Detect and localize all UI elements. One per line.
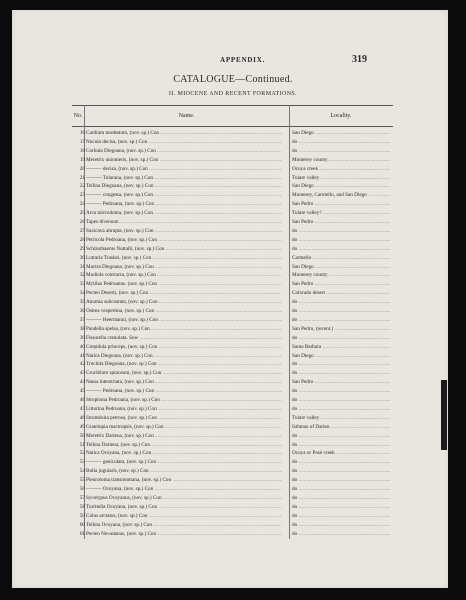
- table-row: [72, 316, 393, 325]
- locality-cell: do .....: [292, 227, 390, 236]
- table-row: [72, 289, 393, 298]
- table-row: [72, 405, 393, 414]
- locality-cell: do .....: [292, 432, 390, 441]
- page-number: 319: [352, 54, 367, 65]
- row-number: 16: [79, 130, 85, 136]
- species-name: Natica Ocoyana, (nov. sp.) Con .....: [86, 449, 282, 458]
- species-name: Tellina Ocoyana, (nov. sp.) Con .....: [86, 521, 282, 530]
- table-row: [72, 414, 393, 423]
- table-row: [72, 485, 393, 494]
- locality-cell: do .....: [292, 396, 390, 405]
- species-name: Anomia subcostata, (nov. sp.) Con .....: [86, 298, 282, 307]
- table-row: [72, 307, 393, 316]
- locality-cell: do .....: [292, 316, 390, 325]
- locality-cell: San Diego .....: [292, 182, 390, 191]
- locality-cell: San Diego .....: [292, 263, 390, 272]
- locality-cell: Ocoya creek .....: [292, 165, 390, 174]
- species-name: Pecten Nevadanus, (nov. sp.) Con .....: [86, 530, 282, 539]
- table-row: [72, 156, 393, 165]
- row-number: 43: [79, 370, 85, 377]
- row-number: 58: [79, 503, 85, 510]
- species-name: ——— Ocoyana, (nov. sp.) Con .....: [86, 485, 282, 494]
- locality-cell: do .....: [292, 334, 390, 343]
- row-number: 18: [79, 147, 85, 154]
- locality-cell: do .....: [292, 245, 390, 254]
- row-number: 55: [79, 477, 85, 484]
- locality-cell: do .....: [292, 405, 390, 414]
- locality-cell: do .....: [292, 298, 390, 307]
- table-row: [72, 218, 393, 227]
- locality-cell: do .....: [292, 147, 390, 156]
- table-row: [72, 191, 393, 200]
- table-row: [72, 227, 393, 236]
- row-number: 39: [79, 334, 85, 341]
- row-number: 22: [79, 183, 85, 190]
- row-number: 41: [79, 352, 85, 359]
- table-row: [72, 521, 393, 530]
- species-name: Arca microdonta, (nov. sp.) Con .....: [86, 209, 282, 218]
- row-number: 51: [79, 441, 85, 448]
- row-number: 37: [79, 316, 85, 323]
- species-name: Schizothaerus Nuttalli, (nov. sp.) Con .....: [86, 245, 282, 254]
- locality-cell: do .....: [292, 307, 390, 316]
- locality-cell: do .....: [292, 458, 390, 467]
- species-name: Trochita Diegoana, (nov. sp.) Con .....: [86, 360, 282, 369]
- table-row: [72, 263, 393, 272]
- locality-cell: San Pedro .....: [292, 218, 390, 227]
- locality-cell: Carmello .....: [292, 254, 390, 263]
- row-number: 36: [79, 308, 85, 314]
- species-name: Mactra Diegoana, (nov. sp.) Con .....: [86, 263, 282, 272]
- species-name: Cardium modestum, (nov. sp.) Con .....: [86, 129, 282, 138]
- table-row: [72, 530, 393, 539]
- table-row: [72, 494, 393, 503]
- row-number: 61: [79, 530, 85, 537]
- table-row: [72, 503, 393, 512]
- row-number: 35: [79, 299, 85, 306]
- species-name: Cruciblum spinosum, (nov. sp.) Con .....: [86, 369, 282, 378]
- table-row: [72, 423, 393, 432]
- locality-cell: do .....: [292, 485, 390, 494]
- table-row: [72, 245, 393, 254]
- species-name: ——— Pedroana, (nov. sp.) Con .....: [86, 200, 282, 209]
- header-bottom-rule: [72, 126, 393, 127]
- locality-cell: do .....: [292, 521, 390, 530]
- table-row: [72, 236, 393, 245]
- species-name: Tellina Diegoana, (nov. sp.) Con .....: [86, 182, 282, 191]
- column-header-no: No.: [73, 113, 83, 119]
- species-name: Corbula Diegoana, (nov. sp.) Con .....: [86, 147, 282, 156]
- locality-cell: Tulare valley .....: [292, 414, 390, 423]
- table-top-rule: [72, 105, 393, 106]
- species-name: Sycotypus Ocoyanus, (nov. sp.) Con .....: [86, 494, 282, 503]
- catalogue-title: CATALOGUE—Continued.: [173, 74, 293, 85]
- species-name: Pleurotoma transmontana, (nov. sp.) Con .....: [86, 476, 282, 485]
- table-row: [72, 271, 393, 280]
- species-name: Nucula decisa, (nov. sp.) Con .....: [86, 138, 282, 147]
- locality-cell: Tulare valley .....: [292, 174, 390, 183]
- species-name: Mytilus Pedroanus. (nov. sp.) Con .....: [86, 280, 282, 289]
- table-row: [72, 449, 393, 458]
- species-name: ——— geniculata, (nov. sp.) Con .....: [86, 458, 282, 467]
- species-name: Saxicava abrupta, (nov. sp.) Con .....: [86, 227, 282, 236]
- species-name: Natica Diegoana, (nov. sp.) Con .....: [86, 352, 282, 361]
- page-edge-tab: [441, 380, 447, 450]
- species-name: Petricola Pedroana, (nov. sp.) Con .....: [86, 236, 282, 245]
- species-name: Turritella Ocoyana, (nov. sp.) Con .....: [86, 503, 282, 512]
- row-number: 38: [79, 325, 85, 332]
- table-row: [72, 512, 393, 521]
- species-name: Crepidula princeps, (nov. sp.) Con .....: [86, 343, 282, 352]
- row-number: 46: [79, 397, 85, 403]
- row-number: 30: [79, 254, 85, 261]
- species-name: Meretrix Dariena, (nov. sp.) Con .....: [86, 432, 282, 441]
- table-row: [72, 396, 393, 405]
- species-name: Bulla jugularis, (nov. sp.) Con .....: [86, 467, 282, 476]
- running-header: APPENDIX.: [220, 56, 266, 64]
- table-row: [72, 476, 393, 485]
- table-row: [72, 138, 393, 147]
- table-row: [72, 147, 393, 156]
- locality-cell: do .....: [292, 369, 390, 378]
- species-name: ——— congesta, (nov. sp.) Con .....: [86, 191, 282, 200]
- locality-cell: do .....: [292, 512, 390, 521]
- locality-cell: San Diego .....: [292, 352, 390, 361]
- row-number: 48: [79, 414, 85, 421]
- locality-cell: Isthmus of Darien .....: [292, 423, 390, 432]
- table-row: [72, 334, 393, 343]
- row-number: 17: [79, 138, 85, 145]
- species-name: Meretrix uniomeris, (nov. sp.) Con .....: [86, 156, 282, 165]
- table-row: [72, 458, 393, 467]
- species-name: Fissurella crenulata. Sow .....: [86, 334, 282, 343]
- table-row: [72, 280, 393, 289]
- species-name: ——— Heermanni, (nov. sp.) Con .....: [86, 316, 282, 325]
- row-number: 25: [79, 210, 85, 217]
- table-row: [72, 325, 393, 334]
- species-name: Struménita petrosa, (nov. sp.) Con .....: [86, 414, 282, 423]
- species-name: ——— Tularana, (nov. sp.) Con .....: [86, 174, 282, 183]
- row-number: 19: [79, 156, 85, 163]
- locality-cell: do .....: [292, 387, 390, 396]
- species-name: Nassa interstriata, (nov. sp.) Con .....: [86, 378, 282, 387]
- row-number: 60: [79, 521, 85, 528]
- table-row: [72, 254, 393, 263]
- row-number: 20: [79, 165, 85, 172]
- species-name: Modiola contracta, (nov. sp.) Con .....: [86, 271, 282, 280]
- species-name: Gratelupia mactropsis, (nov. sp.) Con .....: [86, 423, 282, 432]
- locality-cell: Monterey, Carmello, and San Diego .....: [292, 191, 390, 200]
- locality-cell: do .....: [292, 236, 390, 245]
- species-name: Tellina Dariena, (nov. sp.) Con .....: [86, 441, 282, 450]
- locality-cell: San Pedro .....: [292, 200, 390, 209]
- row-number: 54: [79, 468, 85, 475]
- species-name: Lutraria Traskei, (nov. sp.) Con .....: [86, 254, 282, 263]
- locality-cell: Tulare valley? .....: [292, 209, 390, 218]
- row-number: 59: [79, 512, 85, 519]
- row-number: 26: [79, 219, 85, 225]
- row-number: 49: [79, 423, 85, 430]
- locality-cell: do .....: [292, 467, 390, 476]
- row-number: 29: [79, 245, 85, 252]
- table-row: [72, 441, 393, 450]
- locality-cell: Ocoya or Posé creek .....: [292, 449, 390, 458]
- column-header-name: Name.: [178, 113, 195, 119]
- table-row: [72, 165, 393, 174]
- species-name: Strophona Pedroana, (nov. sp.) Con .....: [86, 396, 282, 405]
- locality-cell: San Diego .....: [292, 129, 390, 138]
- column-header-locality: Locality.: [330, 113, 352, 119]
- section-subtitle: II. MIOCENE AND RECENT FORMATIONS.: [168, 91, 298, 97]
- locality-cell: Monterey county .....: [292, 156, 390, 165]
- locality-cell: do .....: [292, 441, 390, 450]
- species-name: Pecten Deserti, (nov. sp.) Con .....: [86, 289, 282, 298]
- locality-cell: San Pedro, (recent.) .....: [292, 325, 390, 334]
- species-name: Pandella spelsa, (nov. sp.) Con .....: [86, 325, 282, 334]
- row-number: 28: [79, 236, 85, 243]
- row-number: 23: [79, 192, 85, 199]
- locality-cell: Colorado desert .....: [292, 289, 390, 298]
- species-name: Ostrea vespertina, (nov. sp.) Con .....: [86, 307, 282, 316]
- table-row: [72, 360, 393, 369]
- table-row: [72, 174, 393, 183]
- table-row: [72, 200, 393, 209]
- table-row: [72, 209, 393, 218]
- table-row: [72, 343, 393, 352]
- table-row: [72, 298, 393, 307]
- table-row: [72, 467, 393, 476]
- table-row: [72, 182, 393, 191]
- table-row: [72, 369, 393, 378]
- locality-cell: do .....: [292, 476, 390, 485]
- row-number: 34: [79, 290, 85, 297]
- locality-cell: do .....: [292, 494, 390, 503]
- locality-cell: do .....: [292, 530, 390, 539]
- row-number: 27: [79, 227, 85, 234]
- row-number: 56: [79, 486, 85, 492]
- table-row: [72, 352, 393, 361]
- locality-cell: do .....: [292, 360, 390, 369]
- row-number: 53: [79, 459, 85, 466]
- table-row: [72, 129, 393, 138]
- species-name: ——— Pedroana, (nov. sp.) Con .....: [86, 387, 282, 396]
- species-name: ——— decisa, (nov. sp.) Con .....: [86, 165, 282, 174]
- table-row: [72, 432, 393, 441]
- locality-cell: Santa Barbara .....: [292, 343, 390, 352]
- table-row: [72, 378, 393, 387]
- species-name: Littorina Pedroana, (nov. sp.) Con .....: [86, 405, 282, 414]
- row-number: 33: [79, 281, 85, 288]
- row-number: 57: [79, 494, 85, 501]
- row-number: 42: [79, 361, 85, 368]
- locality-cell: do .....: [292, 503, 390, 512]
- row-number: 21: [79, 174, 85, 181]
- species-name: Tapes diversum .....: [86, 218, 282, 227]
- locality-cell: San Pedro .....: [292, 280, 390, 289]
- row-number: 50: [79, 432, 85, 439]
- row-number: 44: [79, 379, 85, 386]
- table-row: [72, 387, 393, 396]
- row-number: 47: [79, 405, 85, 412]
- locality-cell: Monterey county .....: [292, 271, 390, 280]
- locality-cell: do .....: [292, 138, 390, 147]
- locality-cell: San Pedro .....: [292, 378, 390, 387]
- row-number: 24: [79, 201, 85, 208]
- row-number: 52: [79, 450, 85, 457]
- species-name: Colus arctatus, (nov. sp.) Con .....: [86, 512, 282, 521]
- row-number: 40: [79, 343, 85, 350]
- row-number: 45: [79, 388, 85, 395]
- row-number: 31: [79, 263, 85, 270]
- row-number: 32: [79, 272, 85, 279]
